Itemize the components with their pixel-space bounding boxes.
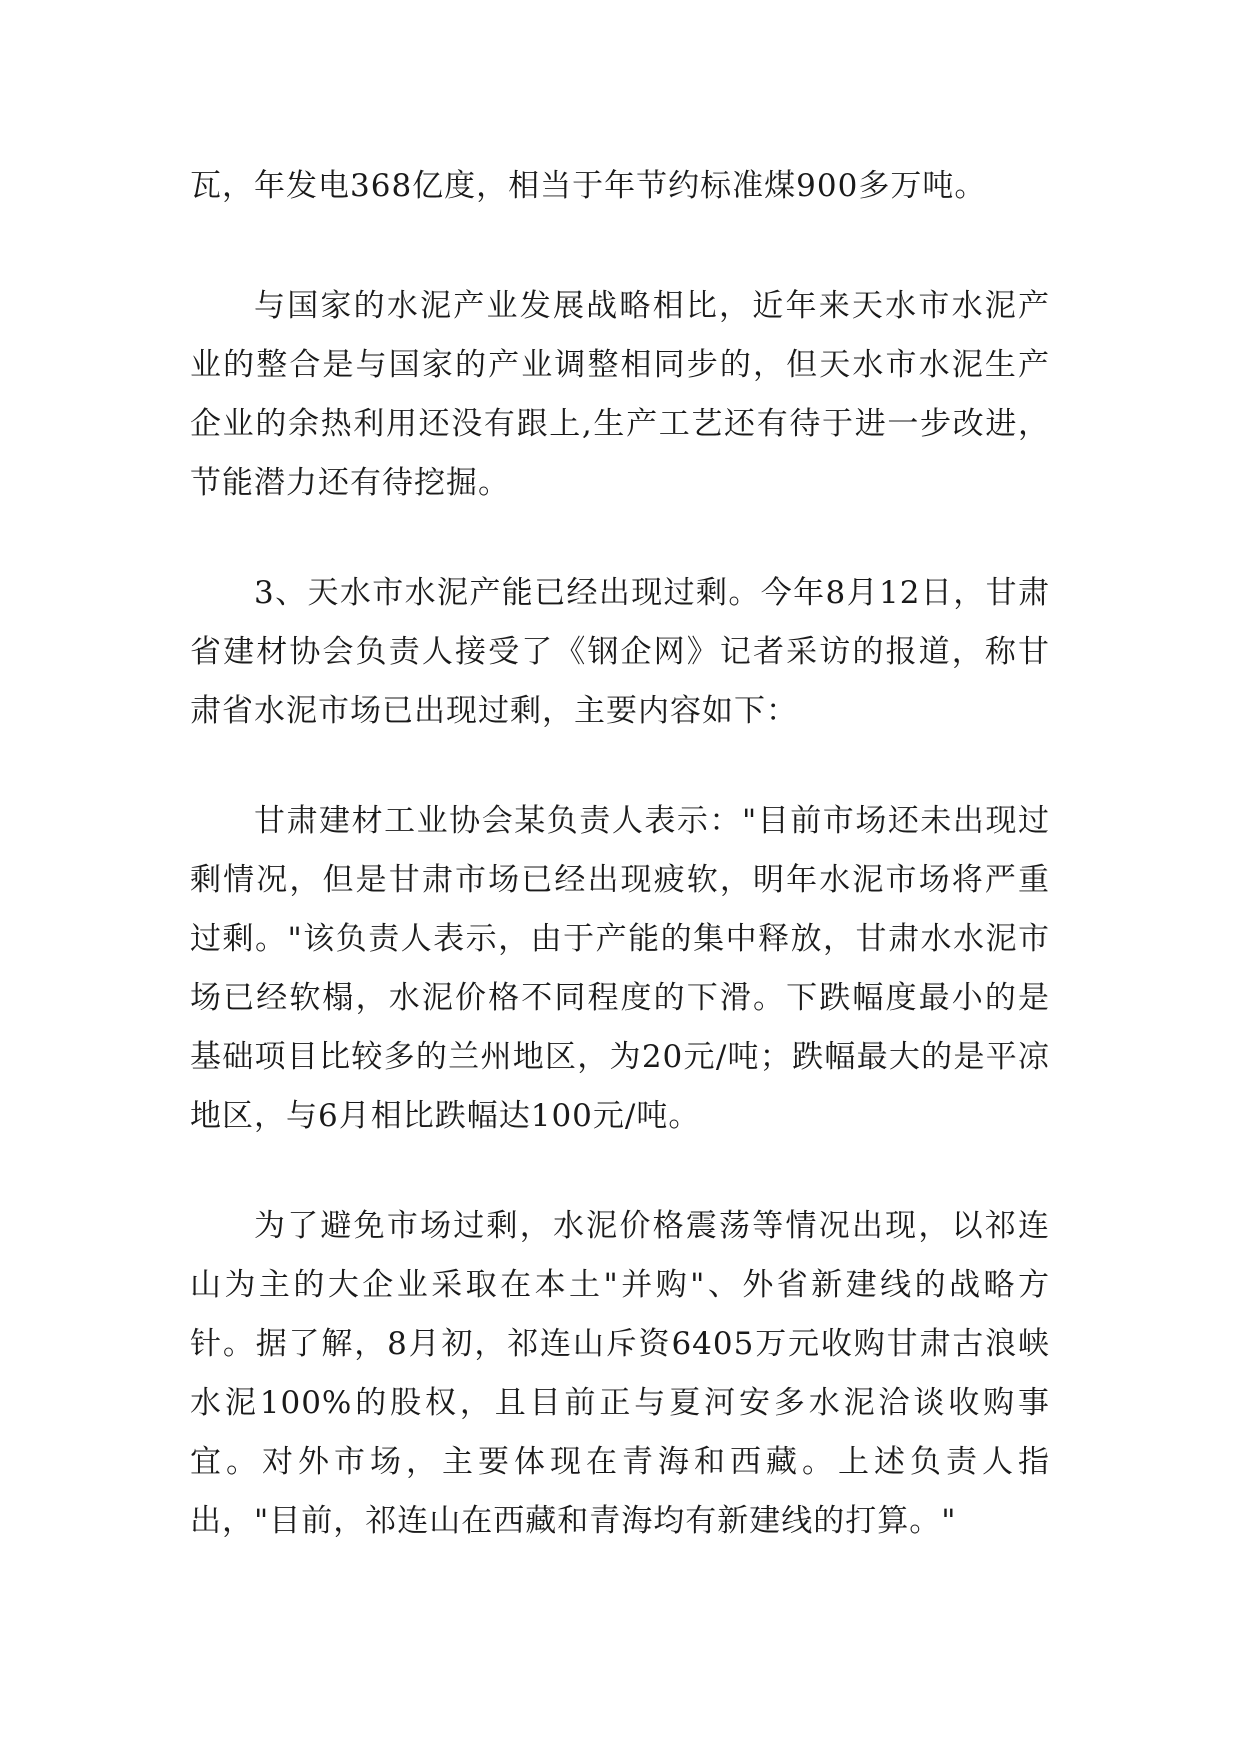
paragraph-cement-strategy: 与国家的水泥产业发展战略相比，近年来天水市水泥产业的整合是与国家的产业调整相同步的，但天水市水泥生产企业的余热利用还没有跟上,生产工艺还有待于进一步改进，节能潜力还有待挖掘。 [190,288,1050,501]
paragraph-continuation: 瓦，年发电368亿度，相当于年节约标准煤900多万吨。 [190,168,987,204]
paragraph-association-statement: 甘肃建材工业协会某负责人表示："目前市场还未出现过剩情况，但是甘肃市场已经出现疲软，明年水泥市场将严重过剩。"该负责人表示，由于产能的集中释放，甘肃水水泥市场已经软榻，水泥价格不同程度的下滑。下跌幅度最小的是基础项目比较多的兰州地区，为20元/吨；跌幅最大的是平凉地区，与6月相比跌幅达100元/吨。 [190,803,1050,1134]
paragraph-overcapacity: 3、天水市水泥产能已经出现过剩。今年8月12日，甘肃省建材协会负责人接受了《钢企网》记者采访的报道，称甘肃省水泥市场已出现过剩，主要内容如下： [190,575,1050,729]
paragraph-acquisition: 为了避免市场过剩，水泥价格震荡等情况出现，以祁连山为主的大企业采取在本土"并购"、外省新建线的战略方针。据了解，8月初，祁连山斥资6405万元收购甘肃古浪峡水泥100%的股权，且目前正与夏河安多水泥洽谈收购事宜。对外市场，主要体现在青海和西藏。上述负责人指出，"目前，祁连山在西藏和青海均有新建线的打算。" [190,1208,1050,1539]
